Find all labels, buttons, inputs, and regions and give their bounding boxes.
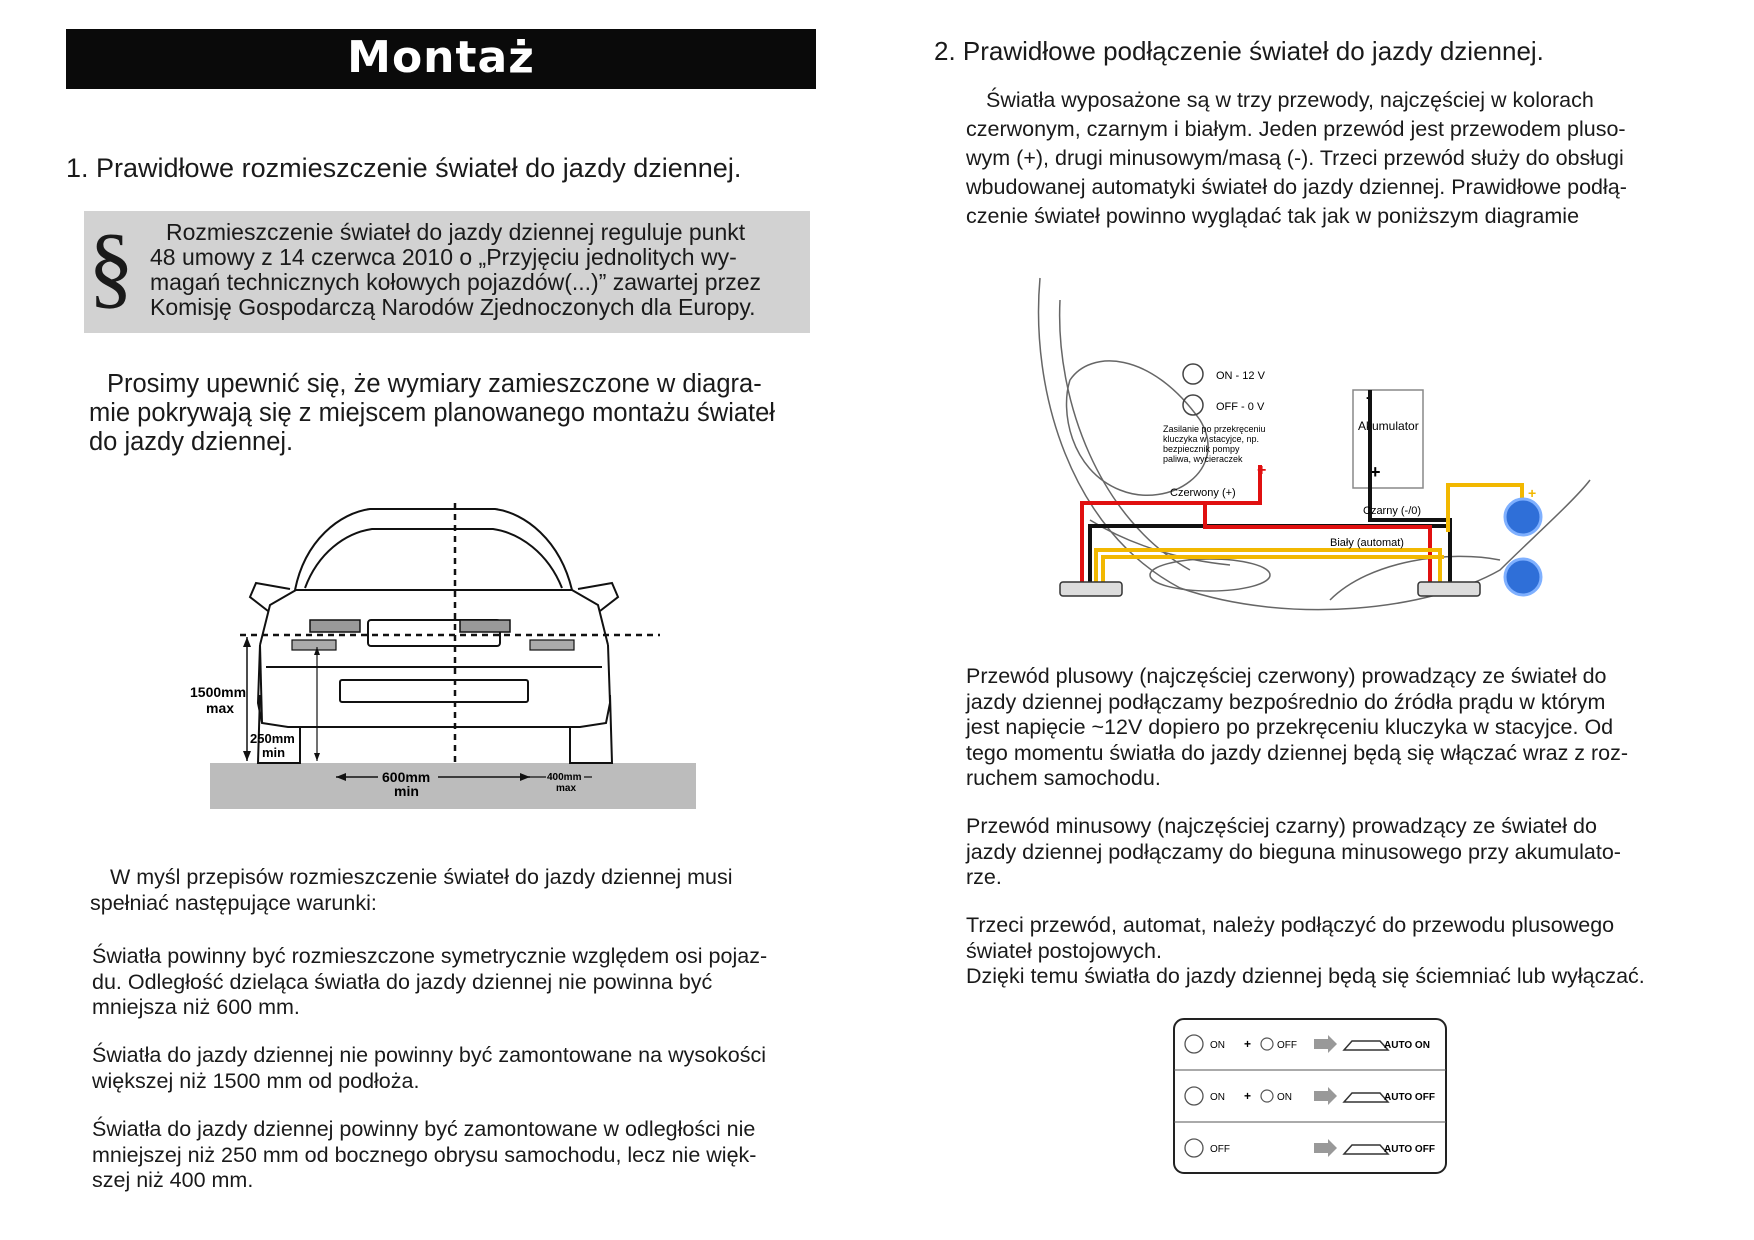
row-plus: +	[1244, 1037, 1252, 1051]
rule-line: Światła do jazdy dziennej powinny być zamontowane w odległości nie	[92, 1117, 756, 1141]
key-on-icon	[1183, 364, 1203, 384]
rules-intro	[90, 865, 733, 916]
row-parking: ON	[1277, 1092, 1292, 1103]
wiring-intro-line: czenie świateł powinno wyglądać tak jak w poniższym diagramie	[966, 204, 1580, 228]
rule-1	[92, 944, 767, 1021]
row-ignition: ON	[1210, 1092, 1225, 1103]
car-front-outline	[1039, 278, 1590, 610]
spacing-limit: min	[394, 783, 419, 799]
wiring-intro-line: wbudowanej automatyki świateł do jazdy dziennej. Prawidłowe podłą-	[966, 175, 1627, 199]
fuse-plus: +	[1257, 462, 1267, 479]
row-plus: +	[1244, 1089, 1252, 1103]
auto-wire-line: Dzięki temu światła do jazdy dziennej będą się ściemniać lub wyłączać.	[966, 964, 1645, 988]
auto-logic-table	[1172, 1017, 1452, 1177]
rule-line: większej niż 1500 mm od podłoża.	[92, 1068, 420, 1093]
yellow-wire-bottom	[1103, 557, 1444, 590]
supply-note-line: bezpiecznik pompy	[1163, 444, 1240, 454]
headlight-icon	[1505, 559, 1541, 595]
law-line: 48 umowy z 14 czerwca 2010 o „Przyjęciu jednolitych wy-	[150, 244, 737, 270]
rule-line: szej niż 400 mm.	[92, 1168, 254, 1192]
left-headlight	[310, 620, 360, 632]
wiring-intro-line: wym (+), drugi minusowym/masą (-). Trzeci przewód służy do obsługi	[966, 146, 1624, 170]
rule-line: mniejszej niż 250 mm od bocznego obrysu samochodu, lecz nie więk-	[92, 1142, 757, 1167]
auto-wire-line: świateł postojowych.	[966, 938, 1162, 963]
left-drl-module	[1060, 582, 1122, 596]
auto-wire-paragraph	[966, 913, 1645, 990]
rule-2	[92, 1043, 766, 1094]
minus-wire-line: Przewód minusowy (najczęściej czarny) prowadzący ze świateł do	[966, 814, 1597, 838]
row-result: AUTO ON	[1384, 1040, 1430, 1051]
battery-minus: -	[1366, 389, 1372, 406]
red-wire-label: Czerwony (+)	[1170, 487, 1236, 499]
row-result: AUTO OFF	[1384, 1092, 1435, 1103]
wiring-intro-line: Światła wyposażone są w trzy przewody, najczęściej w kolorach	[986, 88, 1594, 112]
right-drl-module	[1418, 582, 1480, 596]
paragraph-sign-icon: §	[88, 215, 134, 317]
rules-intro-line: spełniać następujące warunki:	[90, 890, 377, 915]
ignition-off-label: OFF - 0 V	[1216, 401, 1265, 413]
wiring-diagram	[1030, 270, 1590, 630]
rule-line: Światła do jazdy dziennej nie powinny być zamontowane na wysokości	[92, 1043, 767, 1067]
plus-wire-line: jazdy dziennej podłączamy bezpośrednio do źródła prądu w którym	[966, 689, 1606, 714]
battery-plus: +	[1370, 462, 1381, 482]
minus-wire-paragraph	[966, 814, 1621, 891]
edge-value: 400mm	[547, 772, 582, 783]
ignition-on-label: ON - 12 V	[1216, 370, 1265, 382]
rule-line: Światła powinny być rozmieszczone symetrycznie względem osi pojaz-	[92, 944, 768, 968]
row-parking: OFF	[1277, 1040, 1297, 1051]
title-bar	[66, 29, 816, 89]
white-wire-label: Biały (automat)	[1330, 537, 1404, 549]
side-value: 250mm	[250, 731, 295, 746]
plus-wire-line: jest napięcie ~12V dopiero po przekręceniu kluczyka w stacyjce. Od	[966, 715, 1614, 739]
black-wire-label: Czarny (-/0)	[1363, 505, 1422, 517]
law-line: Komisję Gospodarczą Narodów Zjednoczonych dla Europy.	[150, 294, 756, 320]
day-light-icon	[1505, 499, 1541, 535]
supply-note-line: kluczyka w stacyjce, np.	[1163, 434, 1260, 444]
plus-wire-line: ruchem samochodu.	[966, 766, 1161, 790]
ground	[210, 763, 696, 809]
minus-wire-line: rze.	[966, 865, 1002, 889]
section1-heading: 1. Prawidłowe rozmieszczenie świateł do jazdy dziennej.	[66, 153, 742, 183]
law-line: Rozmieszczenie świateł do jazdy dziennej reguluje punkt	[166, 219, 746, 245]
battery-label: Akumulator	[1358, 419, 1419, 433]
spacing-value: 600mm	[382, 769, 431, 785]
row-ignition: ON	[1210, 1040, 1225, 1051]
plus-wire-line: Przewód plusowy (najczęściej czerwony) prowadzący ze świateł do	[966, 664, 1607, 688]
supply-note-line: paliwa, wycieraczek	[1163, 454, 1243, 464]
height-limit: max	[206, 700, 235, 716]
intro-line: mie pokrywają się z miejscem planowanego montażu świateł	[89, 399, 775, 427]
right-headlight	[460, 620, 510, 632]
intro-line: Prosimy upewnić się, że wymiary zamieszczone w diagra-	[107, 370, 762, 398]
battery	[1353, 389, 1423, 488]
wiring-intro	[966, 86, 1627, 231]
row-result: AUTO OFF	[1384, 1144, 1435, 1155]
left-drl-position	[292, 640, 336, 650]
plus-wire-paragraph	[966, 664, 1628, 792]
row-ignition: OFF	[1210, 1144, 1230, 1155]
minus-wire-line: jazdy dziennej podłączamy do bieguna minusowego przy akumulato-	[966, 839, 1621, 864]
car-dimensions-diagram	[190, 495, 720, 815]
rule-3	[92, 1117, 756, 1194]
edge-limit: max	[556, 783, 577, 794]
plus-wire-line: tego momentu światła do jazdy dziennej będą się włączać wraz z roz-	[966, 740, 1629, 765]
law-text	[150, 220, 761, 320]
law-line: magań technicznych kołowych pojazdów(...)” zawartej przez	[150, 269, 762, 295]
page-title: Montaż	[347, 32, 535, 83]
key-off-icon	[1183, 395, 1203, 415]
wiring-intro-line: czerwonym, czarnym i białym. Jeden przewód jest przewodem pluso-	[966, 117, 1626, 141]
supply-note-line: Zasilanie po przekręceniu	[1163, 424, 1266, 434]
height-value: 1500mm	[190, 684, 247, 700]
ignition-legend	[1163, 364, 1266, 464]
side-limit: min	[262, 745, 286, 760]
rules-intro-line: W myśl przepisów rozmieszczenie świateł do jazdy dziennej musi	[110, 865, 733, 889]
rule-line: du. Odległość dzieląca światła do jazdy dziennej nie powinna być	[92, 969, 713, 994]
section2-heading: 2. Prawidłowe podłączenie świateł do jazdy dziennej.	[934, 36, 1544, 66]
intro-line: do jazdy dziennej.	[89, 428, 294, 456]
intro-paragraph	[89, 370, 775, 457]
auto-wire-line: Trzeci przewód, automat, należy podłączyć do przewodu plusowego	[966, 913, 1615, 937]
right-drl-position	[530, 640, 574, 650]
rule-line: mniejsza niż 600 mm.	[92, 995, 300, 1019]
light-plus: +	[1528, 485, 1537, 501]
